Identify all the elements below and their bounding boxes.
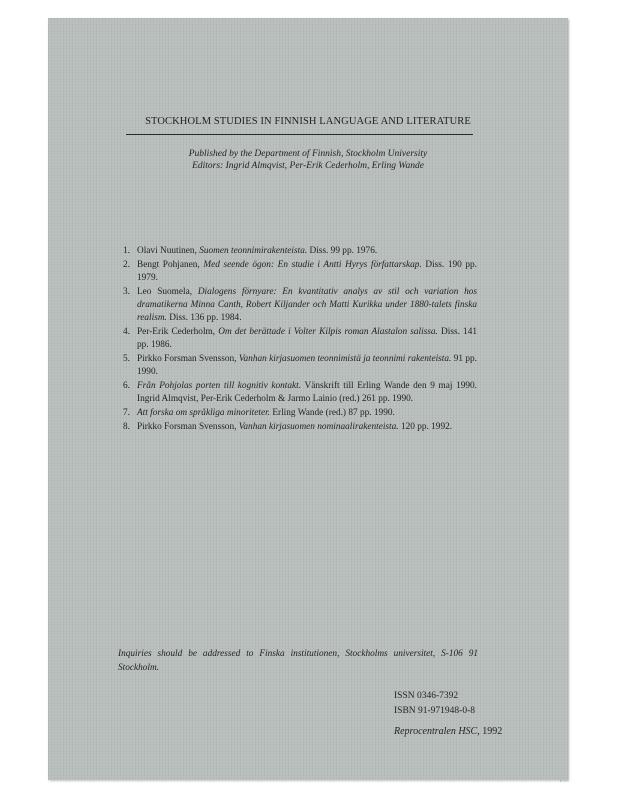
editors-line: Editors: Ingrid Almqvist, Per-Erik Cederholm, Erling Wande [192,161,424,171]
item-title: Vanhan kirjasuomen nominaalirakenteista. [238,422,399,432]
printer-year: 1992 [482,726,503,737]
item-details: Diss. 141 pp. 1986. [137,327,477,350]
item-number: 2. [123,260,130,270]
item-details: Diss. 190 pp. 1979. [137,260,477,283]
item-title: Från Pohjolas porten till kognitiv kontakt. [137,381,302,391]
item-details: Diss. 99 pp. 1976. [309,246,378,256]
list-item [123,407,477,420]
item-details: Erling Wande (red.) 87 pp. 1990. [272,408,395,418]
item-author: Pirkko Forsman Svensson, [137,422,237,432]
item-title: Om det berättade i Volter Kilpis roman Alastalon salissa. [218,327,438,337]
inquiries-note: Inquiries should be addressed to Finska institutionen, Stockholms universitet, S-106 91 Stockholm. [118,649,478,673]
item-author: Per-Erik Cederholm, [137,327,216,337]
item-title: Dialogens förnyare: En kvantitativ analys av stil och variation hos dramatikerna Minna Canth, Robert Kiljander och Matti Kurikka under 1880-talets finska realism. [137,287,478,323]
item-number: 8. [123,422,130,432]
item-title: Med seende ögon: En studie i Antti Hyrys författarskap. [203,260,422,270]
item-author: Bengt Pohjanen, [137,260,200,270]
item-number: 3. [123,287,130,297]
list-item [123,380,477,406]
list-item [123,286,477,325]
list-item [123,353,477,379]
list-item [123,421,477,434]
publisher-line: Published by the Department of Finnish, Stockholm University [188,149,428,159]
series-title: STOCKHOLM STUDIES IN FINNISH LANGUAGE AND LITERATURE [145,116,471,127]
item-details: Vänskrift till Erling Wande den 9 maj 1990. Ingrid Almqvist, Per-Erik Cederholm & Jarmo Lainio (red.) 261 pp. 1990. [137,381,477,404]
item-author: Pirkko Forsman Svensson, [137,354,237,364]
item-number: 4. [123,327,130,337]
item-title: Suomen teonnimirakenteista. [199,246,308,256]
item-details: Diss. 136 pp. 1984. [169,313,242,323]
item-number: 5. [123,354,130,364]
item-title: Vanhan kirjasuomen teonnimistä ja teonnimi rakenteista. [238,354,452,364]
item-number: 1. [123,246,130,256]
item-number: 7. [123,408,130,418]
item-author: Leo Suomela, [137,287,193,297]
printer-name: Reprocentralen HSC, [394,726,480,737]
printer-line [394,726,502,737]
publisher-block [48,148,568,172]
list-item [123,245,477,258]
list-item [123,326,477,352]
item-title: Att forska om språkliga minoriteter. [137,408,270,418]
item-details: 120 pp. 1992. [400,422,453,432]
item-number: 6. [123,381,130,391]
isbn-block [394,689,475,719]
back-cover [48,18,568,780]
issn-number: ISSN 0346-7392 [394,691,459,701]
item-details: 91 pp. 1990. [137,354,477,377]
isbn-number: ISBN 91-971948-0-8 [394,706,476,716]
list-item [123,259,477,285]
title-rule [126,134,473,135]
item-author: Olavi Nuutinen, [137,246,197,256]
publication-list [123,245,477,435]
